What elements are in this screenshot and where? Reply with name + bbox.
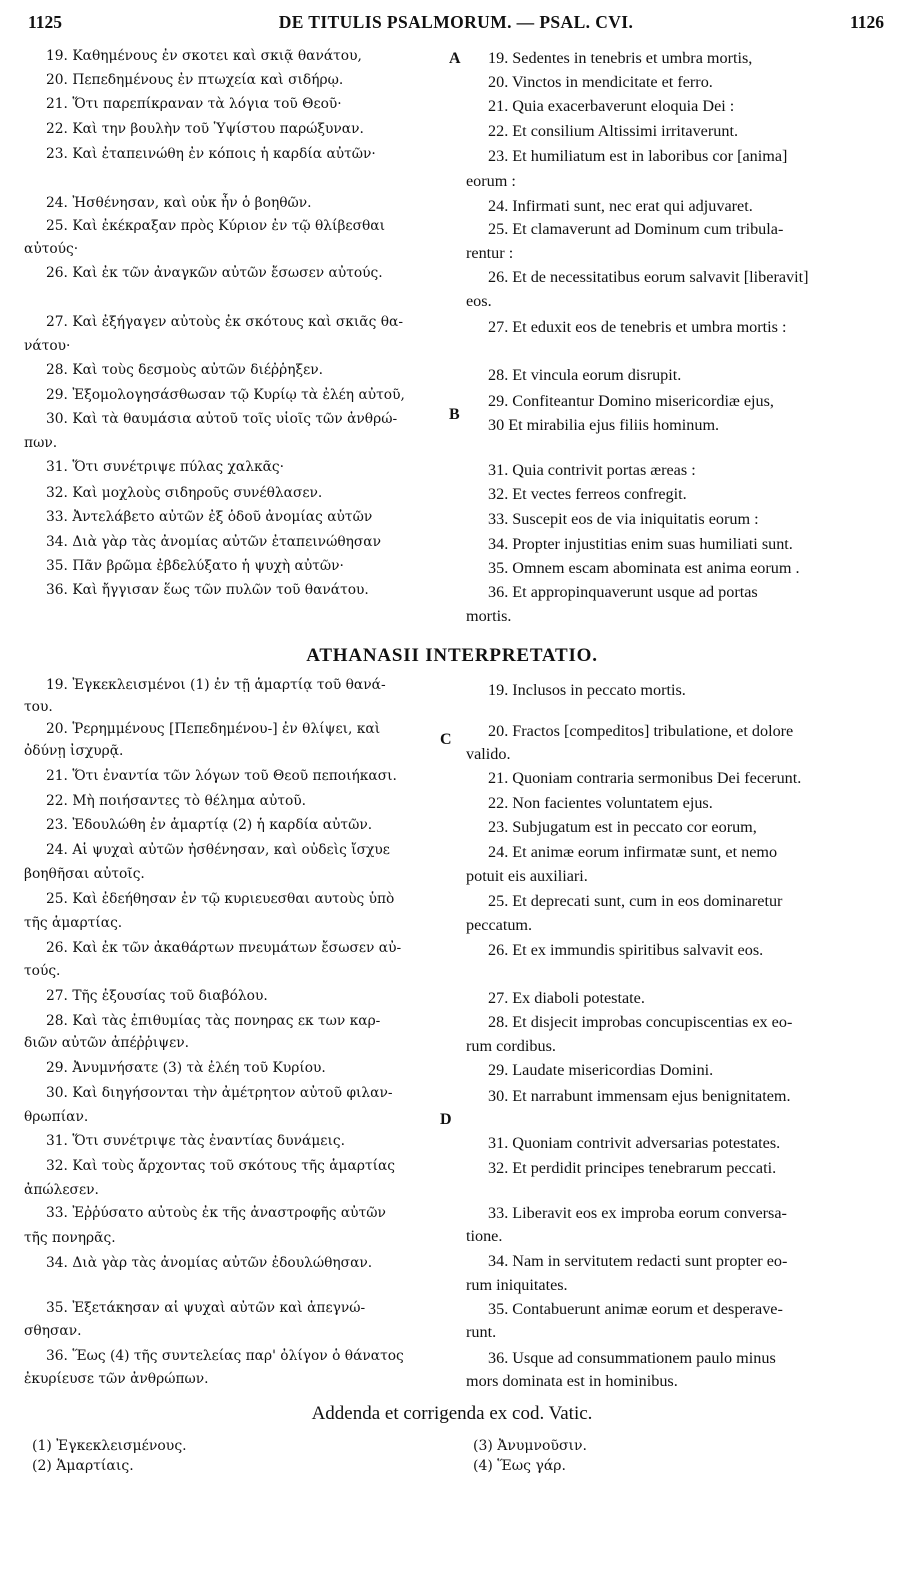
latin-interpretation-line: 28. Et disjecit improbas concupiscentias ex eo- xyxy=(488,1013,793,1031)
greek-interpretation-line: 29. Ἀνυμνήσατε (3) τὰ ἐλέη τοῦ Κυρίου. xyxy=(46,1060,326,1076)
greek-verse-line: 28. Καὶ τοὺς δεσμοὺς αὐτῶν διέῤῥηξεν. xyxy=(46,362,324,378)
greek-interpretation-line: διῶν αὐτῶν ἀπέῤῥιψεν. xyxy=(24,1035,190,1051)
latin-interpretation-line: 23. Subjugatum est in peccato cor eorum, xyxy=(488,818,757,836)
latin-interpretation-line: valido. xyxy=(466,745,511,763)
greek-verse-line: 30. Καὶ τὰ θαυμάσια αὐτοῦ τοῖς υἱοῖς τῶν ἀνθρώ- xyxy=(46,411,398,427)
footnote: (3) Ἀνυμνοῦσιν. xyxy=(473,1438,587,1454)
latin-interpretation-line: runt. xyxy=(466,1323,497,1341)
greek-interpretation-line: 24. Αἱ ψυχαὶ αὐτῶν ἠσθένησαν, καὶ οὐδεὶς ἴσχυε xyxy=(46,842,390,858)
greek-interpretation-line: 32. Καὶ τοὺς ἄρχοντας τοῦ σκότους τῆς ἁμαρτίας xyxy=(46,1158,396,1174)
latin-interpretation-line: 20. Fractos [compeditos] tribulatione, et dolore xyxy=(488,722,794,740)
latin-verse-line: mortis. xyxy=(466,607,512,625)
latin-verse-line: 27. Et eduxit eos de tenebris et umbra mortis : xyxy=(488,318,787,336)
latin-interpretation-line: rum cordibus. xyxy=(466,1037,556,1055)
greek-interpretation-line: βοηθῆσαι αὐτοῖς. xyxy=(24,866,145,882)
latin-interpretation-line: mors dominata est in hominibus. xyxy=(466,1372,678,1390)
latin-interpretation-line: potuit eis auxiliari. xyxy=(466,867,588,885)
latin-verse-line: 25. Et clamaverunt ad Dominum cum tribula- xyxy=(488,220,784,238)
greek-interpretation-line: ὀδύνῃ ἰσχυρᾷ. xyxy=(24,743,124,759)
greek-verse-line: 24. Ἠσθένησαν, καὶ οὐκ ἦν ὁ βοηθῶν. xyxy=(46,195,312,211)
latin-verse-line: 19. Sedentes in tenebris et umbra mortis, xyxy=(488,49,753,67)
greek-verse-line: 25. Καὶ ἐκέκραξαν πρὸς Κύριον ἐν τῷ θλίβεσθαι xyxy=(46,218,386,234)
latin-interpretation-line: 31. Quoniam contrivit adversarias potestates. xyxy=(488,1134,781,1152)
latin-verse-line: rentur : xyxy=(466,244,514,262)
greek-interpretation-line: τῆς ἁμαρτίας. xyxy=(24,915,123,931)
latin-interpretation-line: peccatum. xyxy=(466,916,533,934)
section-title: ATHANASII INTERPRETATIO. xyxy=(306,645,598,666)
greek-interpretation-line: 21. Ὅτι ἐναντία τῶν λόγων τοῦ Θεοῦ πεποιήκασι. xyxy=(46,768,397,784)
footnote: (4) Ἕως γάρ. xyxy=(473,1458,566,1474)
latin-interpretation-line: 21. Quoniam contraria sermonibus Dei fecerunt. xyxy=(488,769,802,787)
greek-verse-line: 34. Διὰ γὰρ τὰς ἀνομίας αὐτῶν ἐταπεινώθησαν xyxy=(46,534,382,550)
greek-interpretation-line: 30. Καὶ διηγήσονται τὴν ἀμέτρητον αὐτοῦ φιλαν- xyxy=(46,1085,393,1101)
latin-interpretation-line: 26. Et ex immundis spiritibus salvavit eos. xyxy=(488,941,764,959)
greek-interpretation-line: 20. Ῥερημμένους [Πεπεδημένου-] ἐν θλίψει, καὶ xyxy=(46,721,381,737)
latin-interpretation-line: 22. Non facientes voluntatem ejus. xyxy=(488,794,713,812)
latin-verse-line: 28. Et vincula eorum disrupit. xyxy=(488,366,682,384)
latin-verse-line: 34. Propter injustitias enim suas humiliati sunt. xyxy=(488,535,793,553)
greek-interpretation-line: τούς. xyxy=(24,963,61,979)
page-number-left: 1125 xyxy=(28,12,63,32)
greek-interpretation-line: 28. Καὶ τὰς ἐπιθυμίας τὰς πονηρας εκ των καρ- xyxy=(46,1013,381,1029)
latin-interpretation-line: 30. Et narrabunt immensam ejus benignitatem. xyxy=(488,1087,791,1105)
greek-interpretation-line: του. xyxy=(24,699,53,715)
latin-interpretation-line: 27. Ex diaboli potestate. xyxy=(488,989,645,1007)
footnote: (1) Ἐγκεκλεισμένους. xyxy=(32,1438,187,1454)
page-number-right: 1126 xyxy=(849,12,884,32)
greek-verse-line: 23. Καὶ ἐταπεινώθη ἐν κόποις ἡ καρδία αὐτῶν· xyxy=(46,146,376,162)
latin-verse-line: 20. Vinctos in mendicitate et ferro. xyxy=(488,73,713,91)
greek-verse-line: αὐτούς· xyxy=(24,241,79,257)
latin-interpretation-line: 25. Et deprecati sunt, cum in eos dominaretur xyxy=(488,892,783,910)
latin-interpretation-line: 19. Inclusos in peccato mortis. xyxy=(488,681,686,699)
margin-marker-d: D xyxy=(440,1111,452,1128)
latin-verse-line: eorum : xyxy=(466,172,516,190)
greek-verse-line: 19. Καθημένους ἐν σκοτει καὶ σκιᾷ θανάτου, xyxy=(46,48,362,64)
greek-interpretation-line: 19. Ἐγκεκλεισμένοι (1) ἐν τῇ ἁμαρτίᾳ τοῦ θανά- xyxy=(46,677,386,693)
greek-verse-line: 22. Καὶ την βουλὴν τοῦ Ὑψίστου παρώξυναν. xyxy=(46,121,364,137)
running-title: DE TITULIS PSALMORUM. — PSAL. CVI. xyxy=(278,12,634,32)
latin-verse-line: 36. Et appropinquaverunt usque ad portas xyxy=(488,583,758,601)
greek-verse-line: 20. Πεπεδημένους ἐν πτωχεία καὶ σιδήρῳ. xyxy=(46,72,344,88)
addenda-title: Addenda et corrigenda ex cod. Vatic. xyxy=(311,1403,593,1424)
greek-verse-line: 26. Καὶ ἐκ τῶν ἀναγκῶν αὐτῶν ἔσωσεν αὐτούς. xyxy=(46,265,383,281)
greek-interpretation-line: 25. Καὶ ἐδεήθησαν ἐν τῷ κυριευεσθαι αυτοὺς ὑπὸ xyxy=(46,891,395,907)
greek-verse-line: 36. Καὶ ἤγγισαν ἕως τῶν πυλῶν τοῦ θανάτου. xyxy=(46,582,369,598)
greek-interpretation-line: 22. Μὴ ποιήσαντες τὸ θέλημα αὐτοῦ. xyxy=(46,793,307,809)
greek-interpretation-line: ἐκυρίευσε τῶν ἀνθρώπων. xyxy=(24,1371,209,1387)
greek-verse-line: 33. Ἀντελάβετο αὐτῶν ἐξ ὁδοῦ ἀνομίας αὐτῶν xyxy=(46,509,373,525)
greek-interpretation-line: τῆς πονηρᾶς. xyxy=(24,1230,116,1246)
latin-verse-line: 30 Et mirabilia ejus filiis hominum. xyxy=(488,416,720,434)
latin-verse-line: eos. xyxy=(466,292,492,310)
greek-interpretation-line: 34. Διὰ γὰρ τὰς ἀνομίας αὐτῶν ἐδουλώθησαν. xyxy=(46,1255,373,1271)
greek-verse-line: νάτου· xyxy=(24,338,71,354)
greek-interpretation-line: 23. Ἐδουλώθη ἐν ἁμαρτίᾳ (2) ἡ καρδία αὐτῶν. xyxy=(46,817,373,833)
greek-verse-line: 21. Ὅτι παρεπίκραναν τὰ λόγια τοῦ Θεοῦ· xyxy=(46,96,342,112)
greek-interpretation-line: 36. Ἕως (4) τῆς συντελείας παρ' ὀλίγον ὁ θάνατος xyxy=(46,1348,404,1364)
latin-interpretation-line: 35. Contabuerunt animæ eorum et desperave- xyxy=(488,1300,783,1318)
greek-verse-line: 35. Πᾶν βρῶμα ἐβδελύξατο ἡ ψυχὴ αὐτῶν· xyxy=(46,558,344,574)
greek-verse-line: 31. Ὅτι συνέτριψε πύλας χαλκᾶς· xyxy=(46,459,285,475)
greek-interpretation-line: 31. Ὅτι συνέτριψε τὰς ἐναντίας δυνάμεις. xyxy=(46,1133,345,1149)
footnote: (2) Ἁμαρτίαις. xyxy=(32,1458,134,1474)
greek-interpretation-line: 27. Τῆς ἐξουσίας τοῦ διαβόλου. xyxy=(46,988,268,1004)
greek-interpretation-line: θρωπίαν. xyxy=(24,1109,89,1125)
greek-verse-line: 32. Καὶ μοχλοὺς σιδηροῦς συνέθλασεν. xyxy=(46,485,323,501)
latin-verse-line: 29. Confiteantur Domino misericordiæ ejus, xyxy=(488,392,774,410)
greek-verse-line: 29. Ἐξομολογησάσθωσαν τῷ Κυρίῳ τὰ ἐλέη αὐτοῦ, xyxy=(46,387,405,403)
latin-verse-line: 23. Et humiliatum est in laboribus cor [anima] xyxy=(488,147,788,165)
latin-interpretation-line: rum iniquitates. xyxy=(466,1276,568,1294)
greek-verse-line: πων. xyxy=(24,435,58,451)
margin-marker-a: A xyxy=(449,50,461,67)
latin-interpretation-line: 32. Et perdidit principes tenebrarum peccati. xyxy=(488,1159,777,1177)
latin-verse-line: 31. Quia contrivit portas æreas : xyxy=(488,461,696,479)
margin-marker-c: C xyxy=(440,731,452,748)
latin-verse-line: 32. Et vectes ferreos confregit. xyxy=(488,485,687,503)
latin-interpretation-line: 29. Laudate misericordias Domini. xyxy=(488,1061,714,1079)
greek-interpretation-line: 33. Ἐῤῥύσατο αὐτοὺς ἐκ τῆς ἀναστροφῆς αὐτῶν xyxy=(46,1205,386,1221)
greek-interpretation-line: σθησαν. xyxy=(24,1323,82,1339)
latin-verse-line: 24. Infirmati sunt, nec erat qui adjuvaret. xyxy=(488,197,753,215)
latin-verse-line: 21. Quia exacerbaverunt eloquia Dei : xyxy=(488,97,735,115)
greek-interpretation-line: 26. Καὶ ἐκ τῶν ἀκαθάρτων πνευμάτων ἔσωσεν αὐ- xyxy=(46,940,402,956)
greek-verse-line: 27. Καὶ ἐξήγαγεν αὐτοὺς ἐκ σκότους καὶ σκιᾶς θα- xyxy=(46,314,403,330)
greek-interpretation-line: 35. Ἐξετάκησαν αἱ ψυχαὶ αὐτῶν καὶ ἀπεγνώ- xyxy=(46,1300,366,1316)
latin-interpretation-line: 34. Nam in servitutem redacti sunt propter eo- xyxy=(488,1252,788,1270)
latin-interpretation-line: tione. xyxy=(466,1227,503,1245)
latin-interpretation-line: 36. Usque ad consummationem paulo minus xyxy=(488,1349,776,1367)
margin-marker-b: B xyxy=(449,406,460,423)
latin-verse-line: 33. Suscepit eos de via iniquitatis eorum : xyxy=(488,510,759,528)
greek-interpretation-line: ἀπώλεσεν. xyxy=(24,1182,99,1198)
latin-verse-line: 35. Omnem escam abominata est anima eorum . xyxy=(488,559,800,577)
latin-interpretation-line: 33. Liberavit eos ex improba eorum conversa- xyxy=(488,1204,787,1222)
latin-verse-line: 26. Et de necessitatibus eorum salvavit [liberavit] xyxy=(488,268,809,286)
latin-verse-line: 22. Et consilium Altissimi irritaverunt. xyxy=(488,122,738,140)
latin-interpretation-line: 24. Et animæ eorum infirmatæ sunt, et nemo xyxy=(488,843,778,861)
